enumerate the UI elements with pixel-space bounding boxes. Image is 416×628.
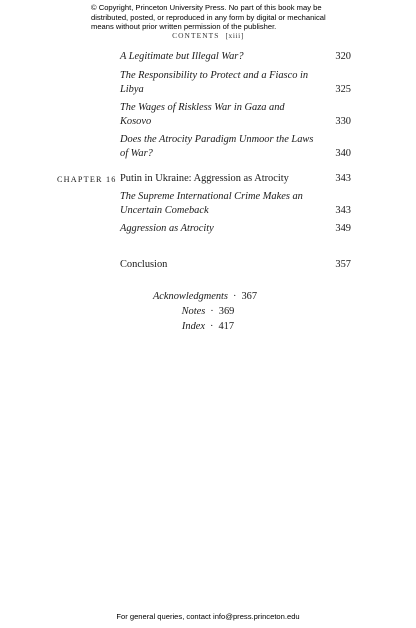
separator-dot: · (210, 306, 214, 317)
backmatter-title: Acknowledgments (152, 291, 228, 302)
chapter-label: CHAPTER 16 (57, 175, 117, 184)
toc-entry-supreme-international-crime[interactable]: The Supreme International Crime Makes an Uncertain Comeback (120, 191, 303, 216)
toc-page-number: 325 (335, 84, 351, 95)
separator-dot: · (210, 321, 214, 332)
backmatter-page: 369 (218, 306, 235, 317)
toc-entry-notes[interactable] (0, 305, 416, 319)
toc-entry-conclusion[interactable]: Conclusion (120, 259, 168, 270)
separator-dot: · (232, 291, 237, 302)
copyright-notice: © Copyright, Princeton University Press. No part of this book may be distributed, posted, or reproduced in any form by digital or mechanical means without prior written permission of the publisher. (91, 3, 326, 32)
toc-page-number: 320 (335, 51, 351, 62)
page-folio: [xiii] (225, 31, 244, 40)
footer-contact: For general queries, contact info@press.princeton.edu (116, 612, 300, 621)
toc-page-number: 343 (335, 173, 351, 184)
running-head-label: CONTENTS (172, 31, 220, 40)
toc-chapter-16-title[interactable]: Putin in Ukraine: Aggression as Atrocity (120, 173, 289, 184)
toc-page-number: 349 (335, 223, 351, 234)
toc-entry-aggression-as-atrocity[interactable]: Aggression as Atrocity (120, 223, 214, 234)
toc-entry-acknowledgments[interactable] (0, 290, 413, 304)
toc-entry-responsibility-to-protect[interactable]: The Responsibility to Protect and a Fiasco in Libya (120, 70, 309, 95)
toc-entry-legitimate-war[interactable]: A Legitimate but Illegal War? (120, 51, 244, 62)
toc-page-number: 357 (335, 259, 351, 270)
backmatter-page: 367 (241, 291, 258, 302)
toc-page-number: 330 (335, 116, 351, 127)
toc-entry-atrocity-paradigm[interactable]: Does the Atrocity Paradigm Unmoor the Laws of War? (120, 134, 314, 159)
backmatter-title: Notes (181, 306, 206, 317)
toc-page-number: 340 (335, 148, 351, 159)
backmatter-title: Index (181, 321, 205, 332)
toc-entry-index[interactable] (0, 320, 416, 334)
running-head (0, 31, 416, 40)
toc-entry-wages-of-riskless-war[interactable]: The Wages of Riskless War in Gaza and Kosovo (120, 102, 285, 127)
toc-page-number: 343 (335, 205, 351, 216)
backmatter-page: 417 (218, 321, 235, 332)
